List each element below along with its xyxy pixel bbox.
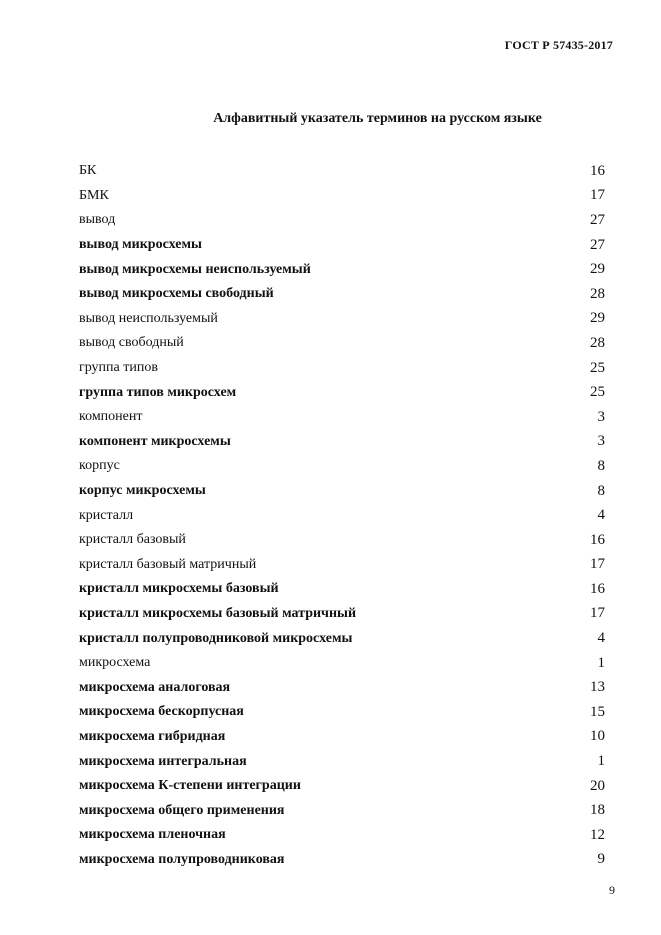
index-page-ref: 25 — [590, 359, 605, 376]
index-page-ref: 18 — [590, 802, 605, 819]
index-entry — [79, 774, 605, 799]
index-term: кристалл полупроводниковой микросхемы — [79, 630, 353, 646]
index-term: кристалл базовый матричный — [79, 556, 257, 572]
index-term: кристалл микросхемы базовый матричный — [79, 605, 357, 621]
index-entry — [79, 430, 605, 455]
index-page-ref: 29 — [590, 310, 605, 327]
index-page-ref: 8 — [597, 482, 605, 499]
index-term: кристалл базовый — [79, 532, 186, 548]
index-term: кристалл микросхемы базовый — [79, 581, 279, 597]
index-term: компонент микросхемы — [79, 433, 231, 449]
index-entry — [79, 626, 605, 651]
index-entry — [79, 675, 605, 700]
index-entry — [79, 208, 605, 233]
index-page-ref: 1 — [597, 654, 605, 671]
index-entry — [79, 725, 605, 750]
index-entry — [79, 479, 605, 504]
index-page-ref: 27 — [590, 236, 605, 253]
index-entry — [79, 798, 605, 823]
index-term: вывод микросхемы — [79, 237, 202, 253]
index-entry — [79, 528, 605, 553]
index-entry — [79, 503, 605, 528]
index-entry — [79, 651, 605, 676]
index-term: микросхема гибридная — [79, 728, 226, 744]
index-term: вывод микросхемы свободный — [79, 286, 274, 302]
index-page-ref: 16 — [590, 580, 605, 597]
index-term: вывод неиспользуемый — [79, 310, 218, 326]
index-term: микросхема интегральная — [79, 753, 247, 769]
index-term: вывод свободный — [79, 335, 184, 351]
index-term: микросхема общего применения — [79, 802, 285, 818]
index-term: компонент — [79, 409, 143, 425]
index-page-ref: 8 — [597, 457, 605, 474]
index-page-ref: 20 — [590, 777, 605, 794]
index-term: группа типов — [79, 360, 158, 376]
index-page-ref: 25 — [590, 384, 605, 401]
index-entry — [79, 848, 605, 873]
index-entry — [79, 233, 605, 258]
index-page-ref: 9 — [597, 851, 605, 868]
index-entry — [79, 257, 605, 282]
index-term: корпус — [79, 458, 120, 474]
index-term: кристалл — [79, 507, 134, 523]
page-number: 9 — [609, 883, 615, 897]
index-entry — [79, 159, 605, 184]
index-title: Алфавитный указатель терминов на русском языке — [213, 111, 542, 126]
index-page-ref: 10 — [590, 728, 605, 745]
index-term: вывод микросхемы неиспользуемый — [79, 261, 311, 277]
index-entry — [79, 184, 605, 209]
index-page-ref: 15 — [590, 703, 605, 720]
index-term: микросхема К-степени интеграции — [79, 778, 301, 794]
index-term: корпус микросхемы — [79, 483, 206, 499]
index-entry — [79, 823, 605, 848]
index-entry — [79, 380, 605, 405]
index-entry — [79, 282, 605, 307]
index-term: микросхема аналоговая — [79, 679, 231, 695]
index-term: микросхема — [79, 655, 151, 671]
index-page-ref: 12 — [590, 826, 605, 843]
index-page-ref: 3 — [597, 433, 605, 450]
index-entry — [79, 700, 605, 725]
index-term: группа типов микросхем — [79, 384, 237, 400]
index-page-ref: 3 — [597, 408, 605, 425]
index-entry — [79, 553, 605, 578]
index-entry — [79, 454, 605, 479]
index-term: микросхема бескорпусная — [79, 704, 244, 720]
index-entry — [79, 602, 605, 627]
index-term: БМК — [79, 187, 109, 203]
index-page-ref: 13 — [590, 679, 605, 696]
index-page-ref: 4 — [597, 507, 605, 524]
index-page-ref: 28 — [590, 334, 605, 351]
index-entry — [79, 405, 605, 430]
term-index-list — [79, 159, 605, 872]
index-page-ref: 17 — [590, 187, 605, 204]
index-entry — [79, 577, 605, 602]
index-entry — [79, 749, 605, 774]
index-term: микросхема пленочная — [79, 827, 226, 843]
index-page-ref: 16 — [590, 531, 605, 548]
index-term: вывод — [79, 212, 116, 228]
standard-code: ГОСТ Р 57435-2017 — [504, 38, 613, 52]
index-entry — [79, 307, 605, 332]
index-page-ref: 17 — [590, 605, 605, 622]
index-entry — [79, 356, 605, 381]
index-page-ref: 17 — [590, 556, 605, 573]
index-term: микросхема полупроводниковая — [79, 851, 285, 867]
index-page-ref: 16 — [590, 162, 605, 179]
index-page-ref: 4 — [597, 630, 605, 647]
index-page-ref: 1 — [597, 753, 605, 770]
index-entry — [79, 331, 605, 356]
index-page-ref: 29 — [590, 261, 605, 278]
index-page-ref: 28 — [590, 285, 605, 302]
index-page-ref: 27 — [590, 211, 605, 228]
index-term: БК — [79, 163, 97, 179]
